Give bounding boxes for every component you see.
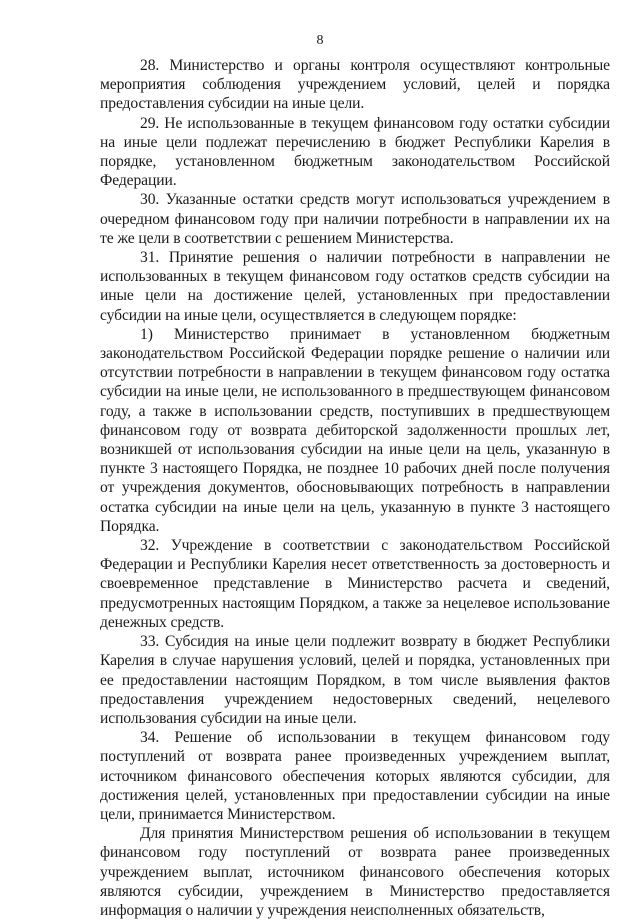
paragraph-34: 34. Решение об использовании в текущем финансовом году поступлений от возврата ранее произведенных учреждением выплат, источником финансового обеспечения которых являются субсидии, для достижения целей, установленных при предоставлении субсидии на иные цели, принимается Министерством.	[100, 729, 610, 823]
document-body	[100, 56, 610, 920]
paragraph-32: 32. Учреждение в соответствии с законодательством Российской Федерации и Республики Карелия несет ответственность за достоверность и своевременное представление в Министерство расчета и сведений, предусмотренных настоящим Порядком, а также за нецелевое использование денежных средств.	[100, 537, 610, 631]
paragraph-28: 28. Министерство и органы контроля осуществляют контрольные мероприятия соблюдения учреждением условий, целей и порядка предоставления субсидии на иные цели.	[100, 57, 610, 113]
paragraph-34-continuation: Для принятия Министерством решения об использовании в текущем финансовом году поступлений от возврата ранее произведенных учреждением выплат, источником финансового обеспечения которых являются субсидии, учреждением в Министерство предоставляется информация о наличии у учреждения неисполненных обязательств,	[100, 825, 610, 919]
paragraph-29: 29. Не использованные в текущем финансовом году остатки субсидии на иные цели подлежат перечислению в бюджет Республики Карелия в порядке, установленном бюджетным законодательством Российской Федерации.	[100, 114, 610, 190]
paragraph-33: 33. Субсидия на иные цели подлежит возврату в бюджет Республики Карелия в случае нарушения условий, целей и порядка, установленных при ее предоставлении настоящим Порядком, в том числе выявления фактов предоставления учреждением недостоверных сведений, нецелевого использования субсидии на иные цели.	[100, 633, 610, 727]
paragraph-31: 31. Принятие решения о наличии потребности в направлении не использованных в текущем финансовом году остатков средств субсидии на иные цели на достижение целей, установленных при предоставлении субсидии на иные цели, осуществляется в следующем порядке:	[100, 249, 610, 324]
paragraph-31-item-1: 1) Министерство принимает в установленном бюджетным законодательством Российской Федерации порядке решение о наличии или отсутствии потребности в направлении в текущем финансовом году остатка субсидии на иные цели, не использованного в предшествующем финансовом году, а также в использовании средств, поступивших в предшествующем финансовом году от возврата дебиторской задолженности прошлых лет, возникшей от использования субсидии на иные цели на цель, указанную в пункте 3 настоящего Порядка, не позднее 10 рабочих дней после получения от учреждения документов, обосновывающих потребность в направлении остатка субсидии на иные цели на цель, указанную в пункте 3 настоящего Порядка.	[100, 325, 610, 535]
paragraph-30: 30. Указанные остатки средств могут использоваться учреждением в очередном финансовом году при наличии потребности в направлении их на те же цели в соответствии с решением Министерства.	[100, 191, 610, 247]
page-number: 8	[316, 33, 324, 48]
